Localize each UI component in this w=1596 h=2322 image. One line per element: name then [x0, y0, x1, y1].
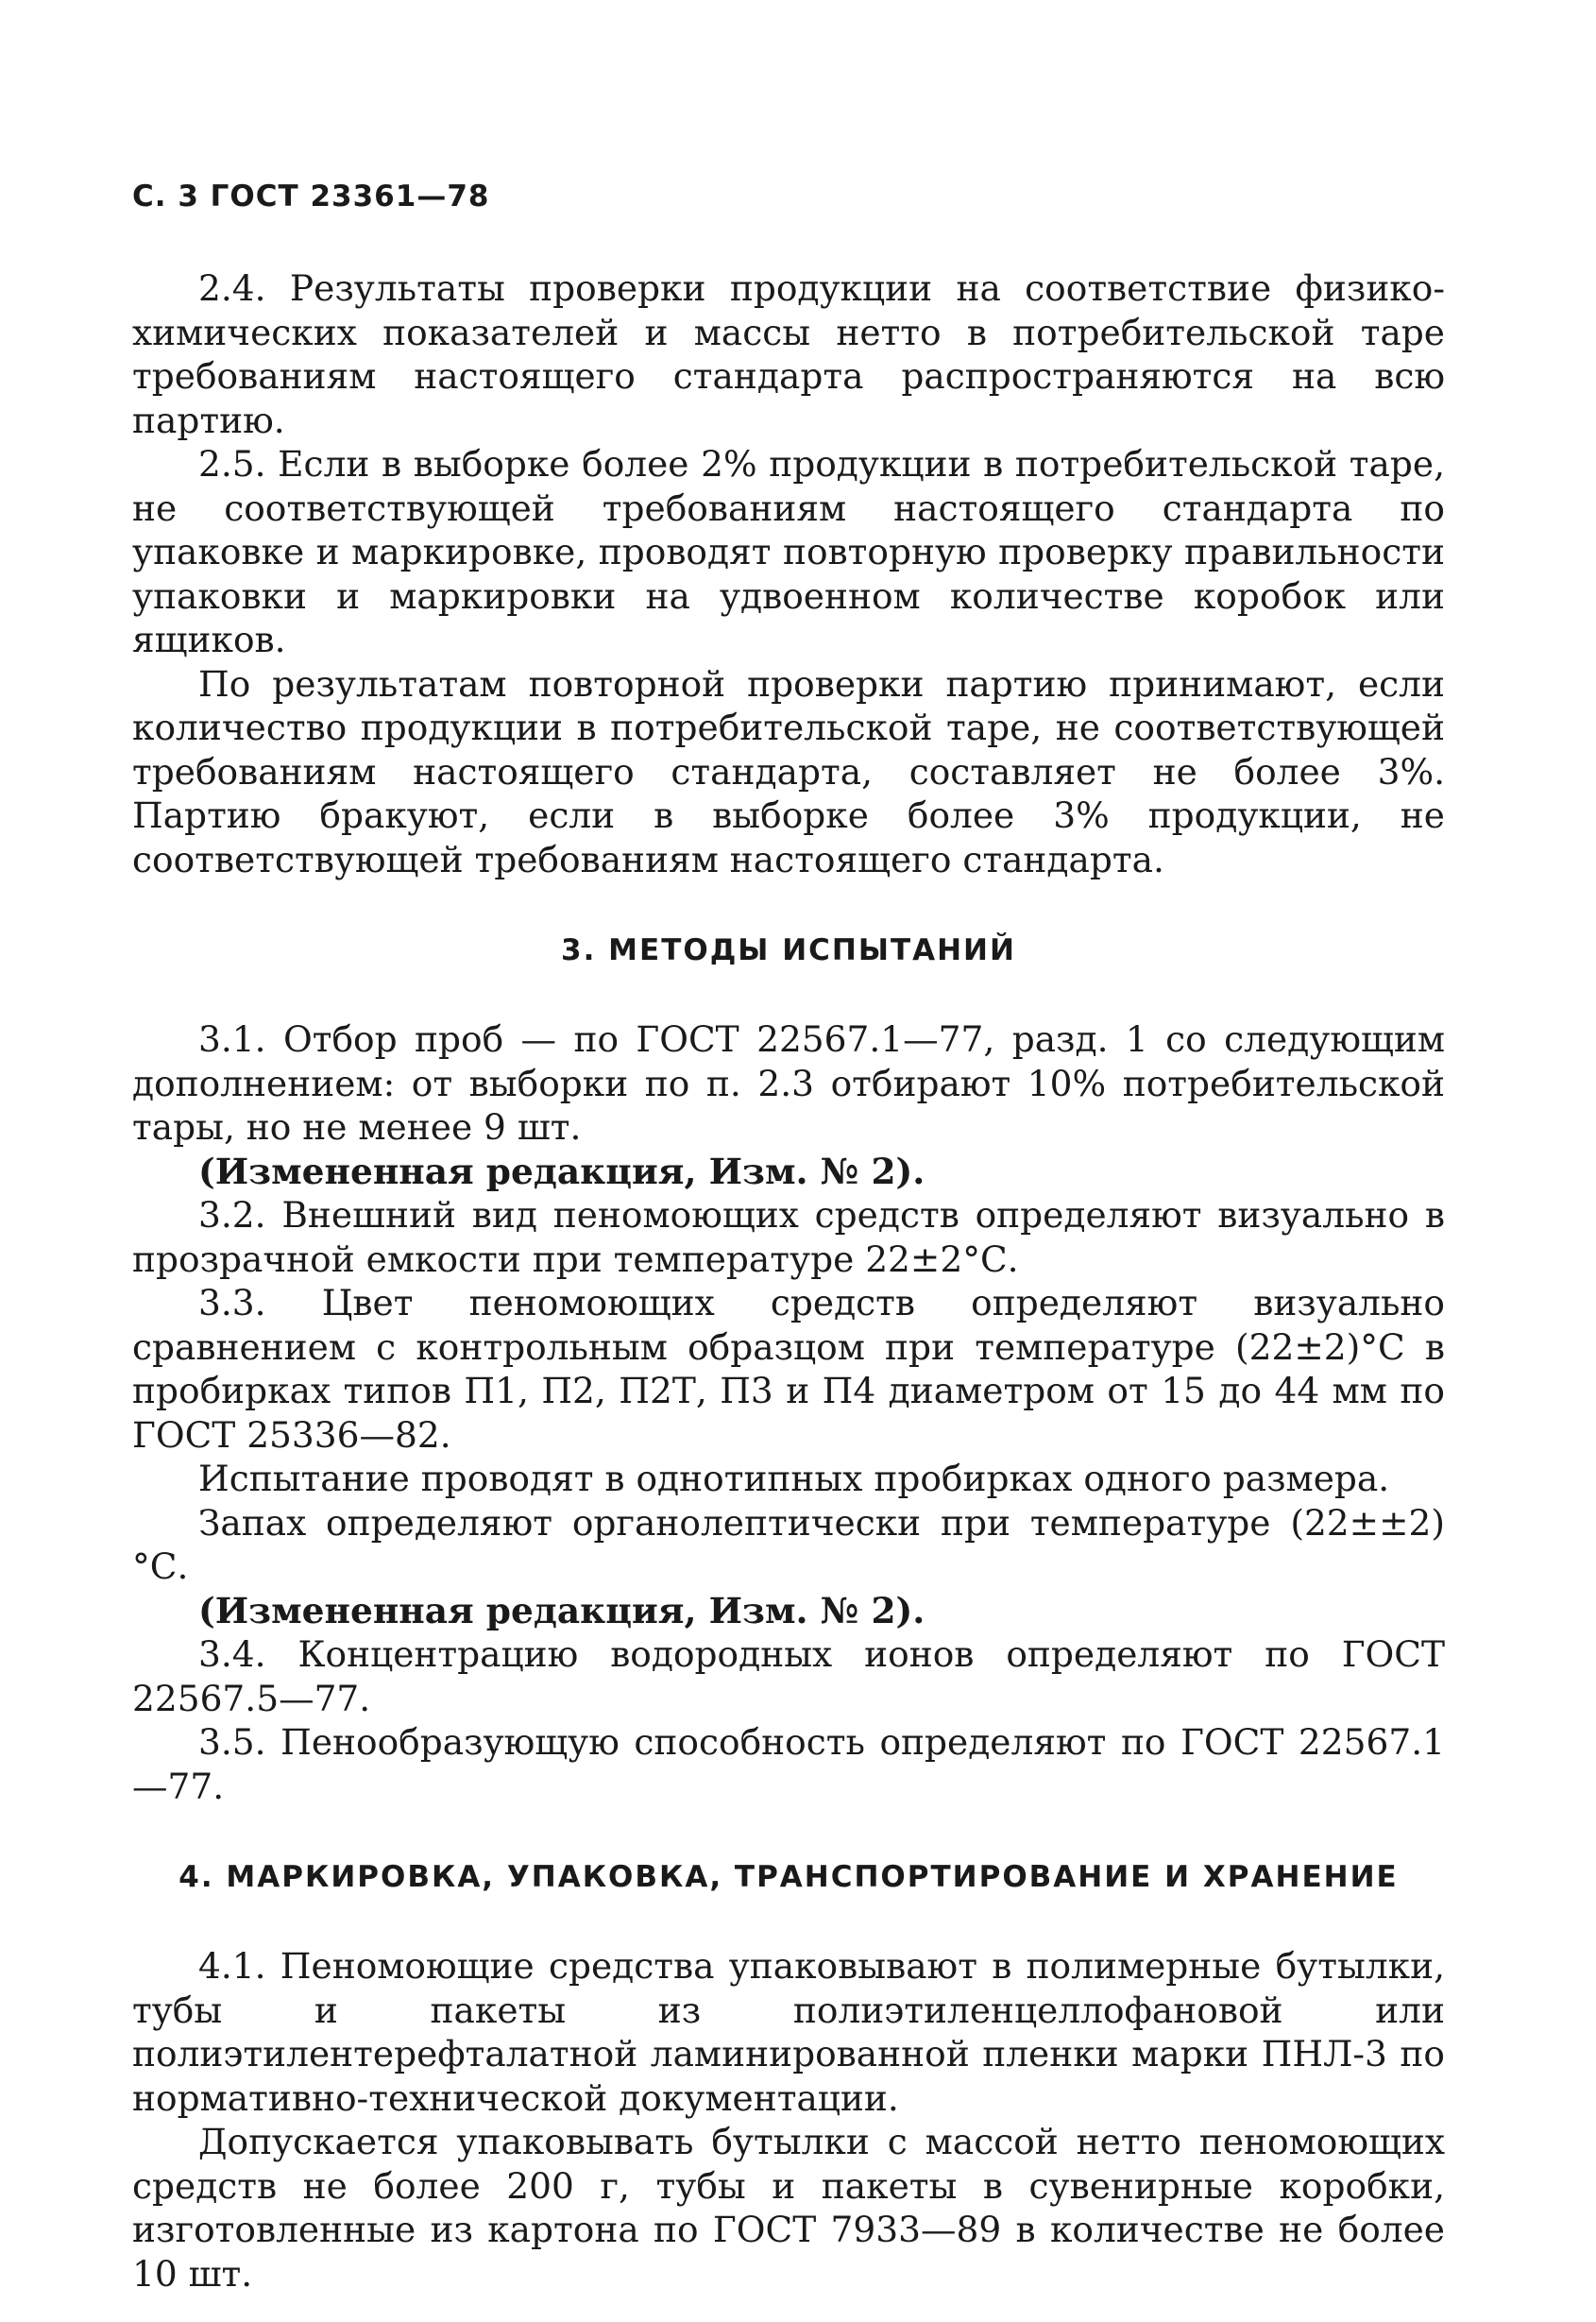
section-4-heading: 4. МАРКИРОВКА, УПАКОВКА, ТРАНСПОРТИРОВАНИЕ И ХРАНЕНИЕ — [178, 1860, 1399, 1894]
paragraph-4-1: 4.1. Пеномоющие средства упаковывают в полимерные бутылки, тубы и пакеты из полиэтиленцеллофановой или полиэтилентерефталатной ламинированной пленки марки ПНЛ-3 по нормативно-технической документации. — [132, 1945, 1445, 2119]
page-header: С. 3 ГОСТ 23361—78 — [132, 179, 490, 213]
paragraph-3-3: 3.3. Цвет пеномоющих средств определяют визуально сравнением с контрольным образцом при температуре (22±2)°С в пробирках типов П1, П2, П2Т, П3 и П4 диаметром от 15 до 44 мм по ГОСТ 25336—82. — [132, 1282, 1445, 1456]
paragraph-3-3-odor: Запах определяют органолептически при температуре (22±±2)°С. — [132, 1501, 1445, 1587]
amendment-note-1: (Измененная редакция, Изм. № 2). — [198, 1150, 925, 1192]
document-body — [132, 266, 1445, 2296]
paragraph-3-3-test: Испытание проводят в однотипных пробирках одного размера. — [198, 1458, 1390, 1499]
paragraph-2-4: 2.4. Результаты проверки продукции на соответствие физико-химических показателей и массы нетто в потребительской таре требованиям настоящего стандарта распространяются на всю партию. — [132, 267, 1445, 441]
paragraph-4-1-packaging: Допускается упаковывать бутылки с массой нетто пеномоющих средств не более 200 г, тубы и пакеты в сувенирные коробки, изготовленные из картона по ГОСТ 7933—89 в количестве не более 10 шт. — [132, 2121, 1445, 2295]
paragraph-2-5-retest: По результатам повторной проверки партию принимают, если количество продукции в потребительской таре, не соответствующей требованиям настоящего стандарта, составляет не более 3%. Партию бракуют, если в выборке более 3% продукции, не соответствующей требованиям настоящего стандарта. — [132, 662, 1445, 880]
amendment-note-2: (Измененная редакция, Изм. № 2). — [198, 1589, 925, 1631]
paragraph-3-2: 3.2. Внешний вид пеномоющих средств определяют визуально в прозрачной емкости при температуре 22±2°С. — [132, 1194, 1445, 1280]
paragraph-3-5: 3.5. Пенообразующую способность определяют по ГОСТ 22567.1—77. — [132, 1721, 1445, 1807]
paragraph-3-1: 3.1. Отбор проб — по ГОСТ 22567.1—77, разд. 1 со следующим дополнением: от выборки по п. 2.3 отбирают 10% потребительской тары, но не менее 9 шт. — [132, 1018, 1445, 1148]
paragraph-2-5: 2.5. Если в выборке более 2% продукции в потребительской таре, не соответствующей требованиям настоящего стандарта по упаковке и маркировке, проводят повторную проверку правильности упаковки и маркировки на удвоенном количестве коробок или ящиков. — [132, 443, 1445, 660]
section-3-heading: 3. МЕТОДЫ ИСПЫТАНИЙ — [561, 933, 1016, 967]
paragraph-3-4: 3.4. Концентрацию водородных ионов определяют по ГОСТ 22567.5—77. — [132, 1633, 1445, 1719]
